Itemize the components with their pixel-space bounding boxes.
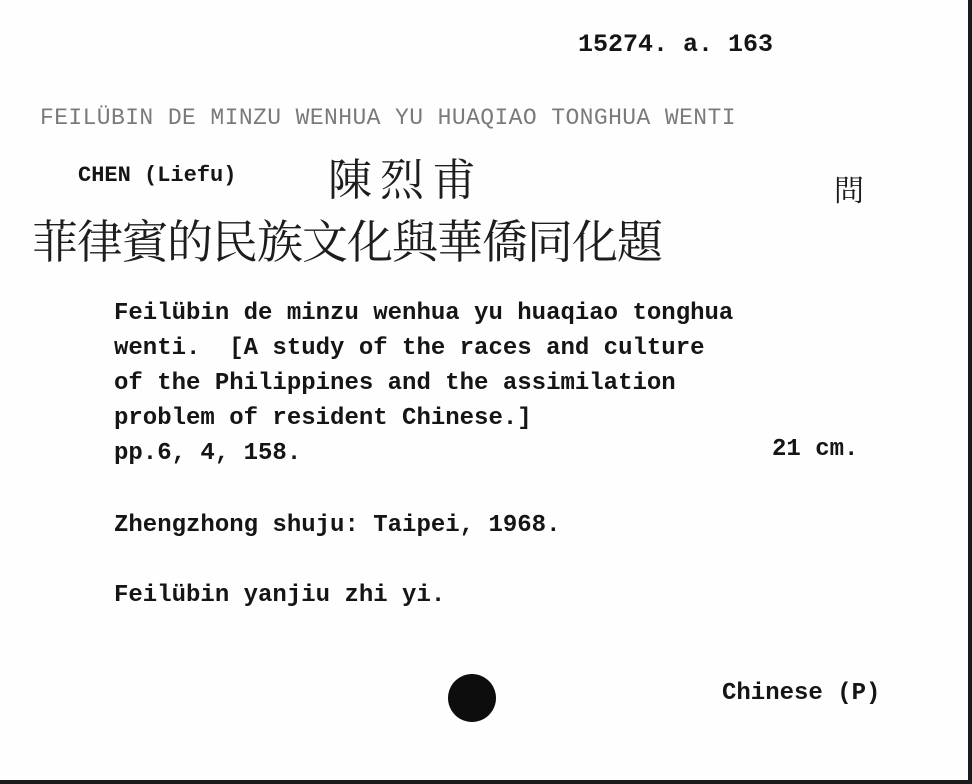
shelfmark: 15274. a. 163 <box>578 30 774 59</box>
language-code: Chinese (P) <box>722 680 881 707</box>
description-line: problem of resident Chinese.] <box>114 405 532 432</box>
author-name: CHEN (Liefu) <box>78 163 237 188</box>
title-heading: FEILÜBIN DE MINZU WENHUA YU HUAQIAO TONGHUA WENTI <box>40 105 736 131</box>
description-line: wenti. [A study of the races and culture <box>114 335 705 362</box>
size: 21 cm. <box>772 436 859 463</box>
pagination: pp.6, 4, 158. <box>114 440 302 467</box>
imprint: Zhengzhong shuju: Taipei, 1968. <box>114 512 561 539</box>
author-chinese-name: 陳烈甫 <box>328 155 484 206</box>
description-block <box>114 296 733 471</box>
title-chinese-main: 菲律賓的民族文化與華僑同化 <box>32 215 617 269</box>
title-chinese <box>32 206 662 272</box>
description-line: Feilübin de minzu wenhua yu huaqiao tonghua <box>114 300 734 327</box>
punch-hole <box>448 674 496 722</box>
description-line: of the Philippines and the assimilation <box>114 370 676 397</box>
series: Feilübin yanjiu zhi yi. <box>114 582 446 609</box>
title-chinese-last-char: 題 <box>617 215 662 269</box>
title-chinese-small-char: 問 <box>834 174 864 209</box>
